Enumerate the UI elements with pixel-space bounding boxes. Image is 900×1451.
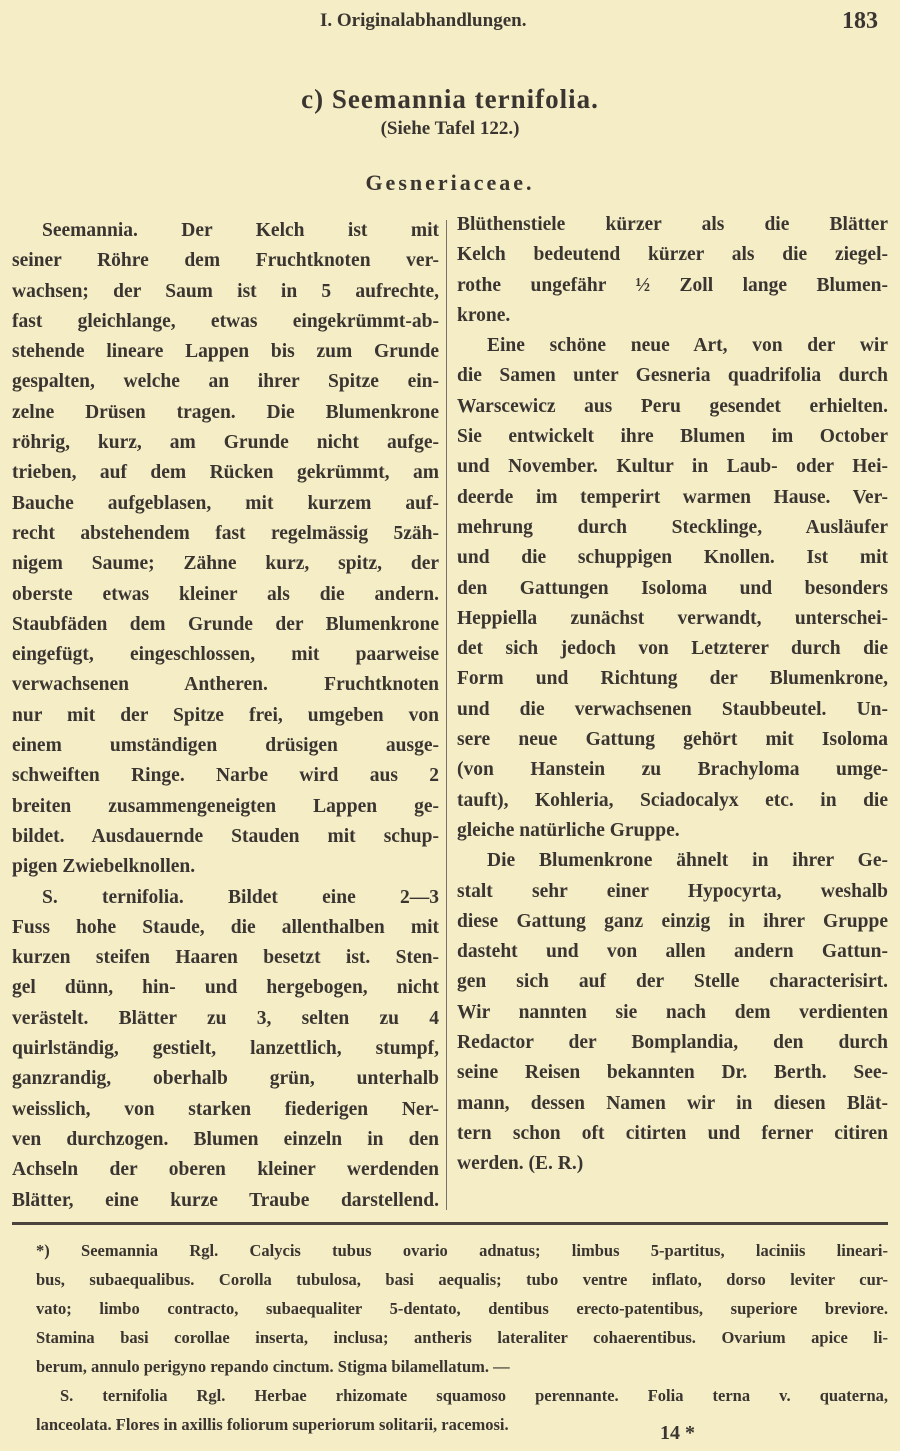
text-line: Blätter, eine kurze Traube darstellend. [12, 1189, 439, 1211]
text-line: pigen Zwiebelknollen. [12, 856, 196, 878]
text-line: ven durchzogen. Blumen einzeln in den [12, 1128, 439, 1150]
text-line: breiten zusammengeneigten Lappen ge- [12, 795, 439, 817]
text-line: wachsen; der Saum ist in 5 aufrechte, [12, 280, 439, 302]
text-line: verwachsenen Antheren. Fruchtknoten [12, 674, 439, 696]
text-line: rothe ungefähr ½ Zoll lange Blumen- [457, 274, 888, 296]
text-line: Achseln der oberen kleiner werdenden [12, 1159, 439, 1181]
text-line: kurzen steifen Haaren besetzt ist. Sten- [12, 947, 439, 969]
text-line: die Samen unter Gesneria quadrifolia durch [457, 365, 888, 387]
text-line: und November. Kultur in Laub- oder Hei- [457, 456, 888, 478]
text-line: eingefügt, eingeschlossen, mit paarweise [12, 644, 439, 666]
text-line: Stamina basi corollae inserta, inclusa; antheris lateraliter cohaerentibus. Ovarium apice li- [36, 1328, 888, 1347]
text-line: sere neue Gattung gehört mit Isoloma [457, 729, 888, 751]
text-line: mehrung durch Stecklinge, Ausläufer [457, 516, 888, 538]
text-line: werden. (E. R.) [457, 1153, 584, 1175]
footnote-rule [12, 1222, 888, 1225]
text-line: Eine schöne neue Art, von der wir [487, 335, 888, 357]
text-line: Fuss hohe Staude, die allenthalben mit [12, 916, 439, 938]
text-line: Sie entwickelt ihre Blumen im October [457, 426, 888, 448]
text-line: einem umständigen drüsigen ausge- [12, 735, 439, 757]
text-line: Heppiella zunächst verwandt, unterschei- [457, 607, 888, 629]
text-line: Blüthenstiele kürzer als die Blätter [457, 214, 888, 235]
text-line: zelne Drüsen tragen. Die Blumenkrone [12, 401, 439, 423]
text-line: *) Seemannia Rgl. Calycis tubus ovario adnatus; limbus 5-partitus, laciniis lineari- [36, 1241, 888, 1260]
text-line: bildet. Ausdauernde Stauden mit schup- [12, 825, 439, 847]
text-line: weisslich, von starken fiederigen Ner- [12, 1098, 439, 1120]
text-line: fast gleichlange, etwas eingekrümmt-ab- [12, 310, 439, 332]
text-line: oberste etwas kleiner als die andern. [12, 583, 439, 605]
text-line: verästelt. Blätter zu 3, selten zu 4 [12, 1007, 439, 1029]
text-line: seiner Röhre dem Fruchtknoten ver- [12, 250, 439, 272]
text-line: S. ternifolia. Bildet eine 2—3 [42, 886, 439, 908]
text-line: Warscewicz aus Peru gesendet erhielten. [457, 395, 888, 417]
page-header [0, 8, 900, 38]
text-line: ganzrandig, oberhalb grün, unterhalb [12, 1068, 439, 1090]
text-line: und die verwachsenen Staubbeutel. Un- [457, 698, 888, 720]
right-column [457, 210, 888, 1180]
text-line: krone. [457, 304, 511, 326]
text-line: vato; limbo contracto, subaequaliter 5-dentato, dentibus erecto-patentibus, superiore breviore. [36, 1299, 888, 1318]
signature-mark: 14 * [660, 1422, 695, 1444]
column-divider [446, 220, 447, 1210]
text-line: Form und Richtung der Blumenkrone, [457, 668, 888, 690]
text-line: gel dünn, hin- und hergebogen, nicht [12, 977, 439, 999]
text-line: nigem Saume; Zähne kurz, spitz, der [12, 553, 439, 575]
page-number: 183 [842, 8, 878, 34]
text-line: Wir nannten sie nach dem verdienten [457, 1001, 888, 1023]
text-line: lanceolata. Flores in axillis foliorum superiorum solitarii, racemosi. [36, 1415, 509, 1434]
text-line: Staubfäden dem Grunde der Blumenkrone [12, 613, 439, 635]
text-line: quirlständig, gestielt, lanzettlich, stumpf, [12, 1038, 439, 1060]
text-line: bus, subaequalibus. Corolla tubulosa, basi aequalis; tubo ventre inflato, dorso leviter cur- [36, 1270, 888, 1289]
text-line: gen sich auf der Stelle characterisirt. [457, 971, 888, 993]
text-line: Seemannia. Der Kelch ist mit [42, 220, 439, 241]
text-line: (von Hanstein zu Brachyloma umge- [457, 759, 888, 781]
text-line: Bauche aufgeblasen, mit kurzem auf- [12, 492, 439, 514]
text-line: tauft), Kohleria, Sciadocalyx etc. in die [457, 789, 888, 811]
text-line: gleiche natürliche Gruppe. [457, 819, 680, 841]
text-line: stehende lineare Lappen bis zum Grunde [12, 341, 439, 363]
article-title: c) Seemannia ternifolia. [301, 84, 599, 114]
text-line: Die Blumenkrone ähnelt in ihrer Ge- [487, 850, 888, 872]
footnote [36, 1236, 888, 1439]
text-line: den Gattungen Isoloma und besonders [457, 577, 888, 599]
text-line: Kelch bedeutend kürzer als die ziegel- [457, 244, 888, 266]
family-heading: Gesneriaceae. [365, 170, 535, 195]
text-line: berum, annulo perigyno repando cinctum. Stigma bilamellatum. — [36, 1357, 510, 1376]
text-line: S. ternifolia Rgl. Herbae rhizomate squamoso perennante. Folia terna v. quaterna, [60, 1386, 888, 1405]
text-line: nur mit der Spitze frei, umgeben von [12, 704, 439, 726]
running-title: I. Originalabhandlungen. [320, 10, 527, 31]
text-line: dasteht und von allen andern Gattun- [457, 941, 888, 963]
text-line: Redactor der Bomplandia, den durch [457, 1032, 888, 1054]
text-line: mann, dessen Namen wir in diesen Blät- [457, 1092, 888, 1114]
text-line: tern schon oft citirten und ferner citiren [457, 1122, 888, 1144]
text-line: röhrig, kurz, am Grunde nicht aufge- [12, 432, 439, 454]
text-line: diese Gattung ganz einzig in ihrer Gruppe [457, 910, 888, 932]
text-line: recht abstehendem fast regelmässig 5zäh- [12, 522, 439, 544]
left-column [12, 216, 439, 1216]
text-line: schweiften Ringe. Narbe wird aus 2 [12, 765, 439, 787]
text-line: seine Reisen bekannten Dr. Berth. See- [457, 1062, 888, 1084]
text-line: und die schuppigen Knollen. Ist mit [457, 547, 888, 569]
text-line: stalt sehr einer Hypocyrta, weshalb [457, 880, 888, 902]
text-line: det sich jedoch von Letzterer durch die [457, 638, 888, 660]
text-line: gespalten, welche an ihrer Spitze ein- [12, 371, 439, 393]
plate-reference: (Siehe Tafel 122.) [380, 118, 520, 139]
text-line: trieben, auf dem Rücken gekrümmt, am [12, 462, 439, 484]
text-line: deerde im temperirt warmen Hause. Ver- [457, 486, 888, 508]
